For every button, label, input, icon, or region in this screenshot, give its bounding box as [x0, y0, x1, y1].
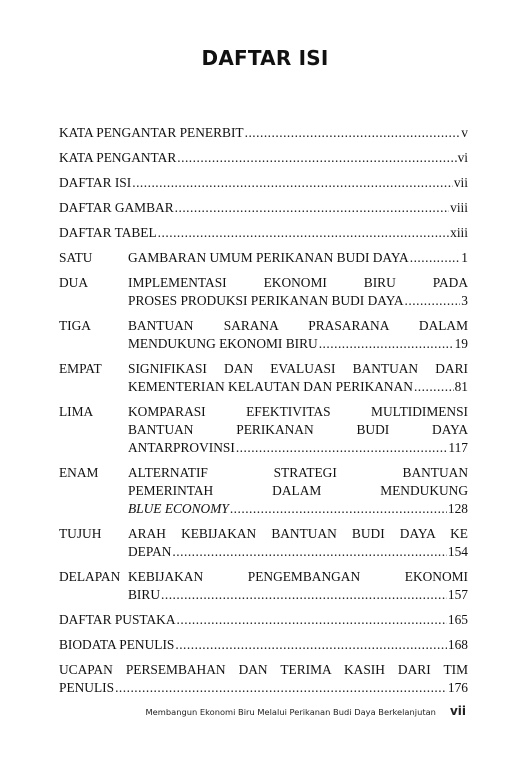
entry-title-line: BLUE ECONOMY — [128, 501, 229, 516]
entry-title-line: ANTARPROVINSI — [128, 440, 235, 455]
dot-leader — [115, 679, 447, 697]
entry-content — [128, 360, 468, 396]
entry-title: BIODATA PENULIS — [59, 637, 175, 652]
entry-content — [128, 525, 468, 561]
entry-title-line: ARAH KEBIJAKAN BANTUAN BUDI DAYA KE — [128, 526, 468, 541]
entry-content — [59, 149, 468, 167]
toc-entry[interactable] — [59, 464, 468, 518]
entry-content — [128, 464, 468, 518]
entry-content — [128, 317, 468, 353]
dot-leader — [161, 586, 447, 604]
entry-title-line: UCAPAN PERSEMBAHAN DAN TERIMA KASIH DARI TIM — [59, 662, 468, 677]
entry-title: DAFTAR PUSTAKA — [59, 612, 176, 627]
entry-title: DAFTAR TABEL — [59, 225, 157, 240]
entry-title-line: ALTERNATIF STRATEGI BANTUAN — [128, 465, 468, 480]
toc-entry[interactable] — [59, 199, 468, 217]
entry-title: KATA PENGANTAR — [59, 150, 177, 165]
entry-page-number: 1 — [461, 250, 468, 265]
entry-title: KATA PENGANTAR PENERBIT — [59, 125, 244, 140]
footer-book-title: Membangun Ekonomi Biru Melalui Perikanan Budi Daya Berkelanjutan — [145, 707, 436, 717]
entry-page-number: viii — [450, 200, 468, 215]
toc-entry[interactable] — [59, 274, 468, 310]
entry-page-number: vi — [457, 150, 468, 165]
entry-title-line: KEMENTERIAN KELAUTAN DAN PERIKANAN — [128, 379, 413, 394]
entry-title-line: IMPLEMENTASI EKONOMI BIRU PADA — [128, 275, 468, 290]
chapter-label: EMPAT — [59, 361, 102, 376]
entry-title-line: MENDUKUNG EKONOMI BIRU — [128, 336, 318, 351]
footer-page-number: vii — [449, 704, 466, 718]
toc-entry[interactable] — [59, 360, 468, 396]
chapter-label: ENAM — [59, 465, 99, 480]
entry-title-line: KEBIJAKAN PENGEMBANGAN EKONOMI — [128, 569, 468, 584]
toc-entry[interactable] — [59, 661, 468, 697]
entry-title: DAFTAR GAMBAR — [59, 200, 174, 215]
dot-leader — [405, 292, 461, 310]
entry-content — [128, 249, 468, 267]
entry-title-line: KOMPARASI EFEKTIVITAS MULTIDIMENSI — [128, 404, 468, 419]
toc-entry[interactable] — [59, 174, 468, 192]
dot-leader — [414, 378, 454, 396]
entry-content — [59, 124, 468, 142]
entry-page-number: 176 — [447, 680, 468, 695]
dot-leader — [319, 335, 454, 353]
toc-entry[interactable] — [59, 317, 468, 353]
entry-content — [59, 636, 468, 654]
entry-title-line: DEPAN — [128, 544, 172, 559]
entry-content — [59, 611, 468, 629]
chapter-label: DELAPAN — [59, 569, 121, 584]
entry-content — [128, 568, 468, 604]
toc-entry[interactable] — [59, 525, 468, 561]
chapter-label: TUJUH — [59, 526, 102, 541]
toc-entry[interactable] — [59, 149, 468, 167]
entry-page-number: 81 — [454, 379, 468, 394]
dot-leader — [132, 174, 453, 192]
entry-title-line: BANTUAN PERIKANAN BUDI DAYA — [128, 422, 468, 437]
entry-page-number: vii — [453, 175, 468, 190]
entry-page-number: xiii — [450, 225, 468, 240]
dot-leader — [177, 611, 447, 629]
toc-entry[interactable] — [59, 249, 468, 267]
entry-title: DAFTAR ISI — [59, 175, 132, 190]
entry-content — [59, 199, 468, 217]
entry-page-number: v — [461, 125, 468, 140]
entry-title: GAMBARAN UMUM PERIKANAN BUDI DAYA — [128, 250, 409, 265]
entry-page-number: 117 — [448, 440, 468, 455]
entry-title-line: PENULIS — [59, 680, 115, 695]
toc-entry[interactable] — [59, 636, 468, 654]
entry-content — [128, 274, 468, 310]
entry-title-line: PEMERINTAH DALAM MENDUKUNG — [128, 483, 468, 498]
toc-entry[interactable] — [59, 224, 468, 242]
dot-leader — [236, 439, 448, 457]
entry-page-number: 157 — [447, 587, 468, 602]
chapter-label: TIGA — [59, 318, 91, 333]
entry-page-number: 19 — [454, 336, 468, 351]
entry-page-number: 165 — [447, 612, 468, 627]
dot-leader — [158, 224, 449, 242]
dot-leader — [172, 543, 446, 561]
entry-page-number: 168 — [447, 637, 468, 652]
entry-title-line: PROSES PRODUKSI PERIKANAN BUDI DAYA — [128, 293, 404, 308]
chapter-label: SATU — [59, 250, 93, 265]
entry-page-number: 154 — [447, 544, 468, 559]
entry-content — [59, 661, 468, 697]
dot-leader — [230, 500, 447, 518]
toc-entry[interactable] — [59, 611, 468, 629]
page-title: DAFTAR ISI — [201, 46, 329, 70]
chapter-label: DUA — [59, 275, 89, 290]
entry-title-line: BANTUAN SARANA PRASARANA DALAM — [128, 318, 468, 333]
entry-title-line: BIRU — [128, 587, 160, 602]
entry-content — [128, 403, 468, 457]
toc-entry[interactable] — [59, 403, 468, 457]
entry-content — [59, 174, 468, 192]
dot-leader — [410, 249, 461, 267]
entry-title-line: SIGNIFIKASI DAN EVALUASI BANTUAN DARI — [128, 361, 468, 376]
chapter-label: LIMA — [59, 404, 94, 419]
entry-page-number: 3 — [461, 293, 468, 308]
dot-leader — [177, 149, 456, 167]
page-footer — [146, 704, 467, 718]
dot-leader — [175, 199, 450, 217]
table-of-contents — [59, 124, 468, 704]
toc-entry[interactable] — [59, 124, 468, 142]
dot-leader — [175, 636, 447, 654]
toc-entry[interactable] — [59, 568, 468, 604]
entry-content — [59, 224, 468, 242]
entry-page-number: 128 — [447, 501, 468, 516]
dot-leader — [245, 124, 461, 142]
